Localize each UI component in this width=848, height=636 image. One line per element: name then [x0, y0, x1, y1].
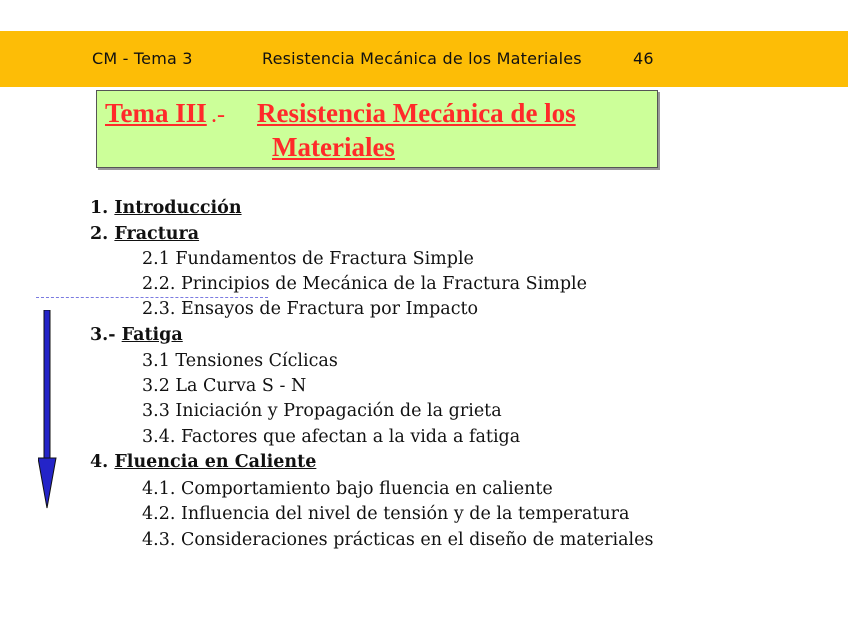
toc-number: 1. [90, 198, 109, 218]
title-line-2: Materiales [272, 132, 395, 162]
toc-subitem: 3.2 La Curva S - N [142, 376, 307, 396]
toc-subitem: 3.4. Factores que afectan a la vida a fatiga [142, 427, 521, 447]
toc-subitem: 2.2. Principios de Mecánica de la Fractura Simple [142, 274, 587, 294]
toc-subitem: 4.1. Comportamiento bajo fluencia en caliente [142, 479, 553, 499]
toc-number: 2. [90, 224, 109, 244]
toc-subitem: 2.3. Ensayos de Fractura por Impacto [142, 299, 479, 319]
toc-subitem: 4.3. Consideraciones prácticas en el diseño de materiales [142, 530, 654, 550]
toc-number: 3.- [90, 325, 116, 345]
toc-subitem: 3.1 Tensiones Cíclicas [142, 351, 338, 371]
title-prefix: Tema III [105, 98, 207, 128]
toc-label: Fatiga [121, 325, 183, 345]
title-line-1: Resistencia Mecánica de los [257, 98, 576, 128]
toc-item-fluencia [90, 452, 316, 472]
toc-subitem: 2.1 Fundamentos de Fractura Simple [142, 249, 474, 269]
toc-label: Fractura [114, 224, 200, 244]
page-number: 46 [633, 49, 654, 68]
toc-label: Introducción [114, 198, 242, 218]
toc-item-introduccion [90, 198, 242, 218]
down-arrow-icon [38, 310, 60, 510]
toc-number: 4. [90, 452, 109, 472]
toc-subitem: 3.3 Iniciación y Propagación de la grieta [142, 401, 502, 421]
dashed-divider [36, 297, 268, 298]
toc-item-fractura [90, 224, 199, 244]
toc-subitem: 4.2. Influencia del nivel de tensión y de la temperatura [142, 504, 630, 524]
toc-label: Fluencia en Caliente [114, 452, 317, 472]
subject-label: Resistencia Mecánica de los Materiales [262, 49, 582, 68]
title-separator: .- [211, 102, 225, 128]
toc-item-fatiga [90, 325, 183, 345]
course-label: CM - Tema 3 [92, 49, 193, 68]
